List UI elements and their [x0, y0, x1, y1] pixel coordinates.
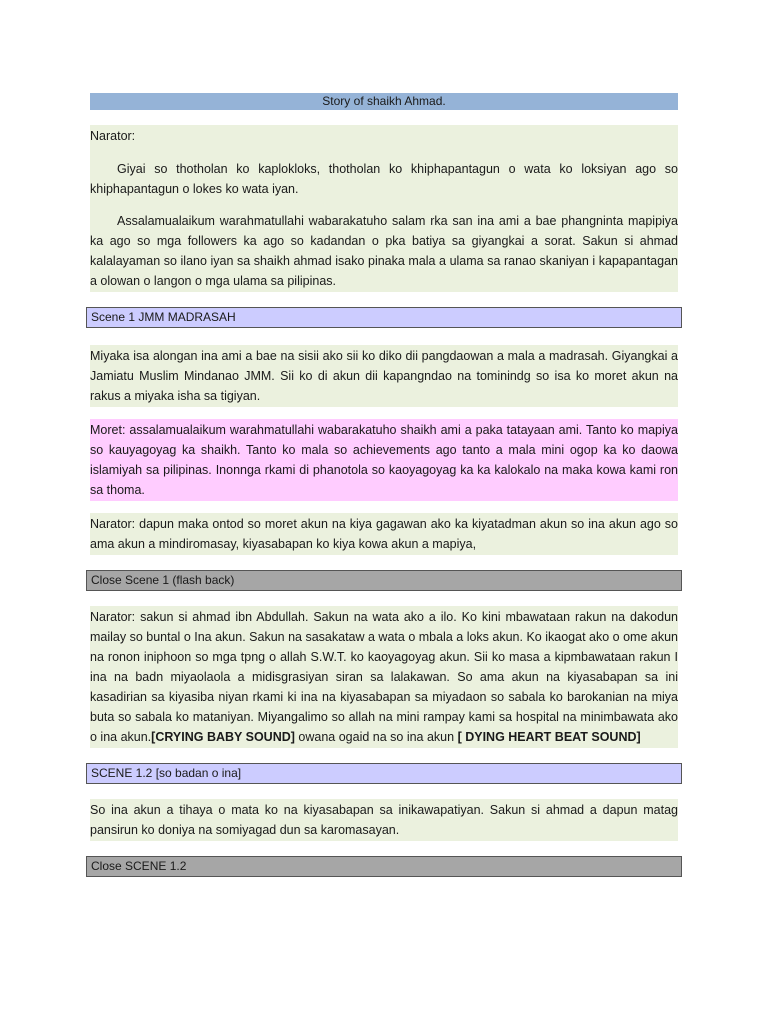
intro-paragraph-2: Assalamualaikum warahmatullahi wabarakatuho salam rka san ina ami a bae phangninta mapipiya ka ago so mga followers ka ago so kadandan o pka batiya sa giyangkai a sorat. Sakun si ahmad kalalayaman so ilano iyan sa shaikh ahmad isako pinaka mala a ulama sa ranao skaniyan i kapapantagan a olowan o langon o mga ulama sa pilipinas.	[90, 214, 678, 288]
flashback-text-mid: owana ogaid na so ina akun	[294, 730, 458, 744]
narrator-label: Narator:	[90, 129, 136, 143]
scene-1-header: Scene 1 JMM MADRASAH	[86, 307, 682, 328]
crying-baby-sound-cue: [CRYING BABY SOUND]	[151, 730, 295, 744]
close-scene-1-header: Close Scene 1 (flash back)	[86, 570, 682, 591]
intro-paragraph-1: Giyai so thotholan ko kaplokloks, thotholan ko khiphapantagun o wata ko loksiyan ago so khiphapantagun o lokes ko wata iyan.	[90, 162, 678, 196]
narrator-paragraph: Narator: dapun maka ontod so moret akun na kiya gagawan ako ka kiyatadman akun so ina akun ago so ama akun a mindiromasay, kiyasabapan ko kiya kowa akun a mapiya,	[90, 513, 678, 555]
document-title: Story of shaikh Ahmad.	[90, 93, 678, 110]
flashback-paragraph	[90, 606, 678, 748]
document-page	[90, 93, 678, 877]
dying-heart-beat-sound-cue: [ DYING HEART BEAT SOUND]	[457, 730, 641, 744]
flashback-text: Narator: sakun si ahmad ibn Abdullah. Sakun na wata ako a ilo. Ko kini mbawataan rakun na dakodun mailay so buntal o Ina akun. Sakun na sasakataw a wata o mbala a loks akun. Ko ikaogat ako o ome akun na ronon iniphoon so mga tpng o allah S.W.T. ko kaoyagoyag akun. Sii ko masa a kipmbawataan rakun I ina na badn miyaolaola a midisgrasiyan siran sa lalakawan. So ama akun na kiyasabapan sa ini kasadirian sa kiyasiba niyan rkami ki ina na kiyasabapan sa miyadaon so sabala ko barokanian na miya buta so sabala ko mataniyan. Miyangalimo so allah na mini rampay kami sa hospital na minimbawata ako o ina akun.	[90, 610, 678, 744]
scene-1-2-header: SCENE 1.2 [so badan o ina]	[86, 763, 682, 784]
scene-1-2-paragraph: So ina akun a tihaya o mata ko na kiyasabapan sa inikawapatiyan. Sakun si ahmad a dapun matag pansirun ko doniya na somiyagad dun sa karomasayan.	[90, 799, 678, 841]
scene-1-paragraph: Miyaka isa alongan ina ami a bae na sisii ako sii ko diko dii pangdaowan a mala a madrasah. Giyangkai a Jamiatu Muslim Mindanao JMM. Sii ko di akun dii kapangndao na tominindg so isa ko moret akun na rakus a miyaka isha sa tigiyan.	[90, 345, 678, 407]
moret-dialogue: Moret: assalamualaikum warahmatullahi wabarakatuho shaikh ami a paka tatayaan ami. Tanto ko mapiya so kauyagoyag ka shaikh. Tanto ko mala so achievements ago tanto a mala mini ogop ka ko daowa islamiyah sa pilipinas. Inonnga rkami di phanotola so kaoyagoyag ka ka kalokalo na maka kowa kami ron sa thoma.	[90, 419, 678, 501]
intro-section	[90, 125, 678, 292]
close-scene-1-2-header: Close SCENE 1.2	[86, 856, 682, 877]
